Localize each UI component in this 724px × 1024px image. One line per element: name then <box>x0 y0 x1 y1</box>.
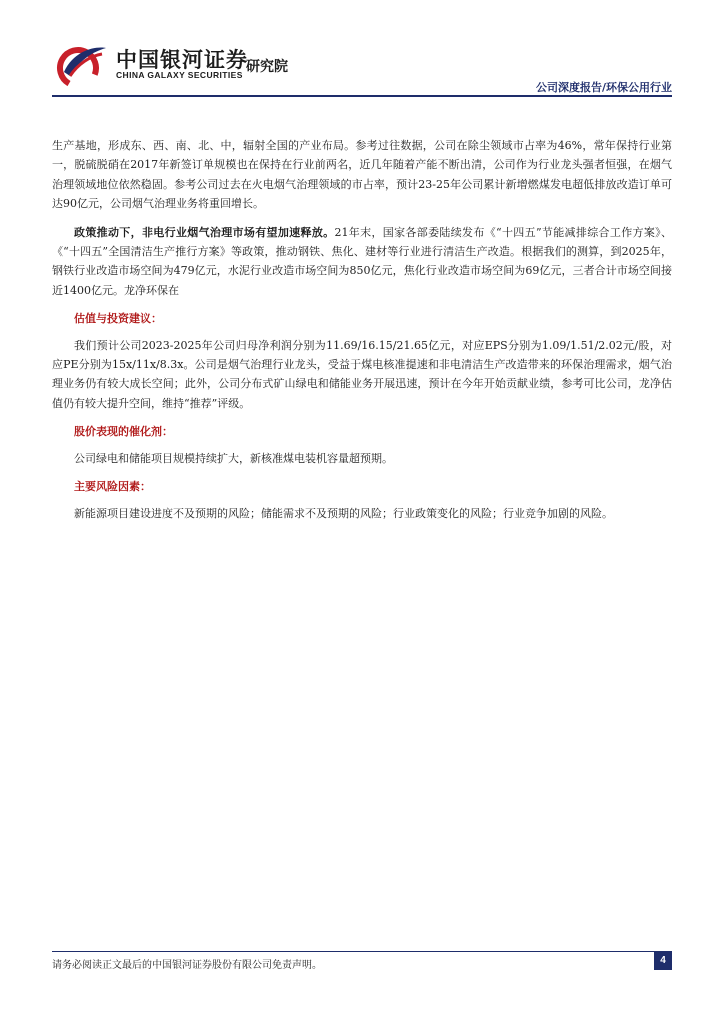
paragraph-catalyst: 公司绿电和储能项目规模持续扩大，新核准煤电装机容量超预期。 <box>74 451 393 465</box>
paragraph-policy-lead: 政策推动下，非电行业烟气治理市场有望加速释放。 <box>74 225 335 239</box>
footer-divider <box>52 951 672 952</box>
paragraph-policy-text: 21年末，国家各部委陆续发布《“十四五”节能减排综合工作方案》、《“十四五”全国清洁生产推行方案》等政策，推动钢铁、焦化、建材等行业进行清洁生产改造。根据我们的测算，到2025年，钢铁行业改造市场空间为479亿元，水泥行业改造市场空间为850亿元，焦化行业改造市场空间为69亿元，三者合计市场空间接近1400亿元。龙净环保在 <box>52 225 672 297</box>
galaxy-logo-icon <box>56 42 108 90</box>
brand-name-en: CHINA GALAXY SECURITIES <box>116 70 243 80</box>
section-title-valuation: 估值与投资建议： <box>74 312 162 326</box>
paragraph-valuation: 我们预计公司2023-2025年公司归母净利润分别为11.69/16.15/21.65亿元，对应EPS分别为1.09/1.51/2.02元/股，对应PE分别为15x/11x/8.3x。公司是烟气治理行业龙头，受益于煤电核准提速和非电清洁生产改造带来的环保治理需求，烟气治理业务仍有较大成长空间；此外，公司分布式矿山绿电和储能业务开展迅速，预计在今年开始贡献业绩，参考可比公司，龙净估值仍有较大提升空间，维持“推荐”评级。 <box>52 338 672 410</box>
report-body <box>52 136 672 532</box>
footer-disclaimer: 请务必阅读正文最后的中国银河证券股份有限公司免责声明。 <box>52 960 322 971</box>
paragraph-policy <box>52 223 672 301</box>
section-title-risk: 主要风险因素： <box>74 480 151 494</box>
section-title-catalyst: 股价表现的催化剂： <box>74 425 173 439</box>
institute-label: 研究院 <box>246 59 288 75</box>
paragraph-risk: 新能源项目建设进度不及预期的风险；储能需求不及预期的风险；行业政策变化的风险；行业竞争加剧的风险。 <box>74 506 613 520</box>
page-number: 4 <box>654 952 672 970</box>
report-category: 公司深度报告/环保公用行业 <box>535 81 672 94</box>
paragraph-market-share: 生产基地，形成东、西、南、北、中，辐射全国的产业布局。参考过往数据，公司在除尘领域市占率为46%，常年保持行业第一，脱硫脱硝在2017年新签订单规模也在保持在行业前两名，近几年随着产能不断出清，公司作为行业龙头强者恒强，在烟气治理领域地位依然稳固。参考公司过去在火电烟气治理领域的市占率，预计23-25年公司累计新增燃煤发电超低排放改造订单可达90亿元，公司烟气治理业务将重回增长。 <box>52 139 672 211</box>
brand-name-cn: 中国银河证券 <box>116 48 248 72</box>
header-divider <box>52 95 672 97</box>
